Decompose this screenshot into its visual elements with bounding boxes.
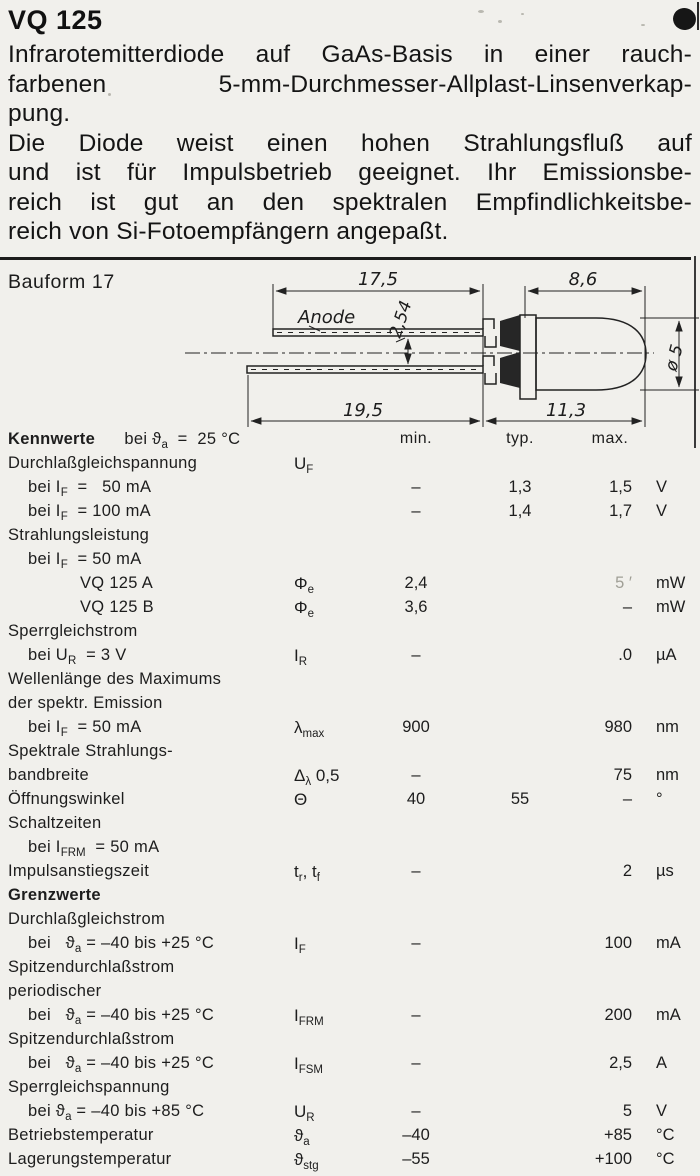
table-row — [0, 598, 700, 622]
row-symbol: $t_r$, $t_f$ — [294, 862, 320, 884]
row-label: bei $ϑ_a = -40$ bis +25 °C — [28, 1054, 215, 1075]
cell-min: 2,4 — [404, 574, 428, 592]
cell-unit: V — [656, 502, 668, 520]
row-symbol: $\lambda_{max}$ — [294, 718, 325, 740]
cell-min: – — [411, 502, 421, 520]
intro-line: farbenen 5-mm-Durchmesser-Allplast-Linsenverkap- — [8, 70, 692, 98]
row-label: Kennwerte bei $ϑ_a = 25$ °C — [8, 430, 241, 451]
cell-max: 100 — [604, 934, 632, 952]
row-label: Durchlaßgleichspannung — [8, 454, 198, 472]
punch-hole-dot — [671, 6, 699, 33]
table-row — [0, 790, 700, 814]
cell-min: –40 — [402, 1126, 430, 1144]
table-row — [0, 1054, 700, 1078]
table-row — [0, 742, 700, 766]
cell-max: max. — [591, 430, 629, 447]
table-row — [0, 766, 700, 790]
table-row — [0, 454, 700, 478]
cell-max: +100 — [594, 1150, 632, 1168]
dim-lead-top: 17,5 — [357, 269, 399, 290]
cell-unit: mW — [656, 574, 686, 592]
cell-unit: nm — [656, 766, 679, 784]
cell-max: 1,5 — [609, 478, 632, 496]
row-label: Wellenlänge des Maximums — [8, 670, 222, 688]
row-label: VQ 125 B — [80, 598, 154, 616]
cell-unit: °C — [656, 1126, 675, 1144]
page-title: VQ 125 — [8, 5, 103, 35]
row-label: Grenzwerte — [8, 886, 101, 904]
table-row — [0, 670, 700, 694]
cell-unit: A — [656, 1054, 668, 1072]
table-row — [0, 550, 700, 574]
row-label: Sperrgleichspannung — [8, 1078, 170, 1096]
dim-lead-pitch: 2,54 — [385, 298, 417, 341]
table-row — [0, 1078, 700, 1102]
row-symbol: $U_F$ — [294, 454, 314, 476]
table-row — [0, 982, 700, 1006]
cell-min: min. — [399, 430, 433, 447]
cell-max: – — [622, 598, 632, 616]
row-symbol: $U_R$ — [294, 1102, 315, 1124]
table-row — [0, 1126, 700, 1150]
cell-max: +85 — [604, 1126, 632, 1144]
row-label: bei $I_F = 50$ mA — [28, 478, 152, 499]
row-label: bei $ϑ_a = -40$ bis +85 °C — [28, 1102, 205, 1123]
dim-diameter: ø 5 — [661, 342, 688, 374]
table-row — [0, 1030, 700, 1054]
intro-line: reich ist gut an den spektralen Empfindlichkeitsbe- — [8, 188, 692, 216]
row-label: der spektr. Emission — [8, 694, 163, 712]
table-row — [0, 958, 700, 982]
cell-min: – — [411, 646, 421, 664]
cell-min: – — [411, 862, 421, 880]
table-row — [0, 814, 700, 838]
row-label: Sperrgleichstrom — [8, 622, 138, 640]
cell-typ: 55 — [510, 790, 530, 808]
row-label: Betriebstemperatur — [8, 1126, 154, 1144]
row-symbol: $ϑ_{stg}$ — [294, 1150, 319, 1172]
cell-unit: mA — [656, 1006, 681, 1024]
row-label: bei $I_F = 100$ mA — [28, 502, 151, 523]
row-symbol: $\Phi_e$ — [294, 574, 314, 596]
cell-max: 200 — [604, 1006, 632, 1024]
table-row — [0, 862, 700, 886]
cell-min: – — [411, 1006, 421, 1024]
row-label: bei $ϑ_a = -40$ bis +25 °C — [28, 934, 215, 955]
cell-max: 1,7 — [609, 502, 632, 520]
table-row — [0, 1102, 700, 1126]
table-row — [0, 838, 700, 862]
package-drawing — [0, 255, 700, 445]
scan-speck — [498, 20, 502, 23]
table-row — [0, 502, 700, 526]
table-header-row — [0, 430, 700, 454]
table-row — [0, 478, 700, 502]
cell-max: 5 — [622, 1102, 632, 1120]
page-edge-line — [697, 2, 699, 30]
cell-unit: mA — [656, 934, 681, 952]
table-row — [0, 1006, 700, 1030]
table-row — [0, 1150, 700, 1174]
row-symbol: Θ — [294, 790, 308, 809]
intro-line: Infrarotemitterdiode auf GaAs-Basis in einer rauch- — [8, 41, 692, 68]
cell-max: .0 — [618, 646, 632, 664]
scan-speck — [478, 10, 484, 13]
cell-min: – — [411, 1102, 421, 1120]
row-label: Spitzendurchlaßstrom — [8, 958, 175, 976]
row-symbol: $I_R$ — [294, 646, 308, 668]
row-symbol: $I_F$ — [294, 934, 306, 956]
intro-line: Die Diode weist einen hohen Strahlungsfluß auf — [8, 129, 692, 157]
cell-unit: µs — [656, 862, 674, 880]
table-row — [0, 886, 700, 910]
cell-unit: ° — [656, 790, 663, 808]
table-row — [0, 718, 700, 742]
table-row — [0, 910, 700, 934]
cell-max: 2 — [622, 862, 632, 880]
row-symbol: $I_{FSM}$ — [294, 1054, 324, 1076]
row-label: periodischer — [8, 982, 102, 1000]
package-flange — [520, 315, 536, 399]
cell-typ: 1,3 — [508, 478, 532, 496]
cell-unit: °C — [656, 1150, 675, 1168]
row-label: Durchlaßgleichstrom — [8, 910, 165, 928]
cell-min: – — [411, 1054, 421, 1072]
cell-min: – — [411, 766, 421, 784]
scan-speck — [641, 24, 645, 26]
row-label: Öffnungswinkel — [8, 790, 125, 808]
row-label: Strahlungsleistung — [8, 526, 150, 544]
scan-speck — [521, 13, 524, 15]
cell-min: 40 — [406, 790, 426, 808]
cell-unit: nm — [656, 718, 679, 736]
spec-table — [0, 430, 700, 1174]
table-row — [0, 934, 700, 958]
row-label: Lagerungstemperatur — [8, 1150, 172, 1168]
cell-unit: V — [656, 1102, 668, 1120]
cell-unit: µA — [656, 646, 677, 664]
row-label: bei $I_F = 50$ mA — [28, 550, 142, 571]
row-label: Impulsanstiegszeit — [8, 862, 150, 880]
anode-label: Anode — [298, 307, 356, 328]
cell-typ: typ. — [506, 430, 534, 447]
cell-max: 75 — [613, 766, 632, 784]
row-label: Spitzendurchlaßstrom — [8, 1030, 175, 1048]
cell-max: 5 ′ — [615, 574, 632, 592]
row-symbol: $ϑ_a$ — [294, 1126, 310, 1148]
bauform-caption: Bauform 17 — [8, 271, 115, 293]
cell-unit: mW — [656, 598, 686, 616]
table-row — [0, 526, 700, 550]
intro-paragraph — [8, 40, 692, 247]
cell-min: –55 — [402, 1150, 430, 1168]
row-label: bei $U_R = 3$ V — [28, 646, 127, 667]
row-symbol: $\Delta_\lambda$ 0,5 — [294, 766, 340, 788]
cell-max: – — [622, 790, 632, 808]
row-label: Spektrale Strahlungs- — [8, 742, 173, 760]
cell-min: – — [411, 478, 421, 496]
table-row — [0, 694, 700, 718]
intro-line: reich von Si-Fotoempfängern angepaßt. — [8, 218, 449, 245]
table-row — [0, 574, 700, 598]
table-row — [0, 646, 700, 670]
cell-min: 3,6 — [404, 598, 428, 616]
row-symbol: $\Phi_e$ — [294, 598, 314, 620]
table-row — [0, 622, 700, 646]
row-label: VQ 125 A — [80, 574, 154, 592]
cell-unit: V — [656, 478, 668, 496]
row-label: Schaltzeiten — [8, 814, 102, 832]
row-label: bei $ϑ_a = -40$ bis +25 °C — [28, 1006, 215, 1027]
row-label: bei $I_F = 50$ mA — [28, 718, 142, 739]
intro-line: und ist für Impulsbetrieb geeignet. Ihr Emissionsbe- — [8, 159, 692, 186]
row-label: bei $I_{FRM} = 50$ mA — [28, 838, 160, 859]
cell-max: 2,5 — [609, 1054, 632, 1072]
package-lens-body — [536, 318, 646, 390]
dim-lead-bottom: 19,5 — [342, 400, 384, 421]
cell-min: 900 — [402, 718, 430, 736]
dim-body-length: 11,3 — [545, 400, 587, 421]
row-label: bandbreite — [8, 766, 89, 784]
row-symbol: $I_{FRM}$ — [294, 1006, 324, 1028]
cell-min: – — [411, 934, 421, 952]
cell-typ: 1,4 — [508, 502, 532, 520]
dim-lens-length: 8,6 — [568, 269, 598, 290]
intro-line: pung. — [8, 100, 71, 127]
cell-max: 980 — [604, 718, 632, 736]
